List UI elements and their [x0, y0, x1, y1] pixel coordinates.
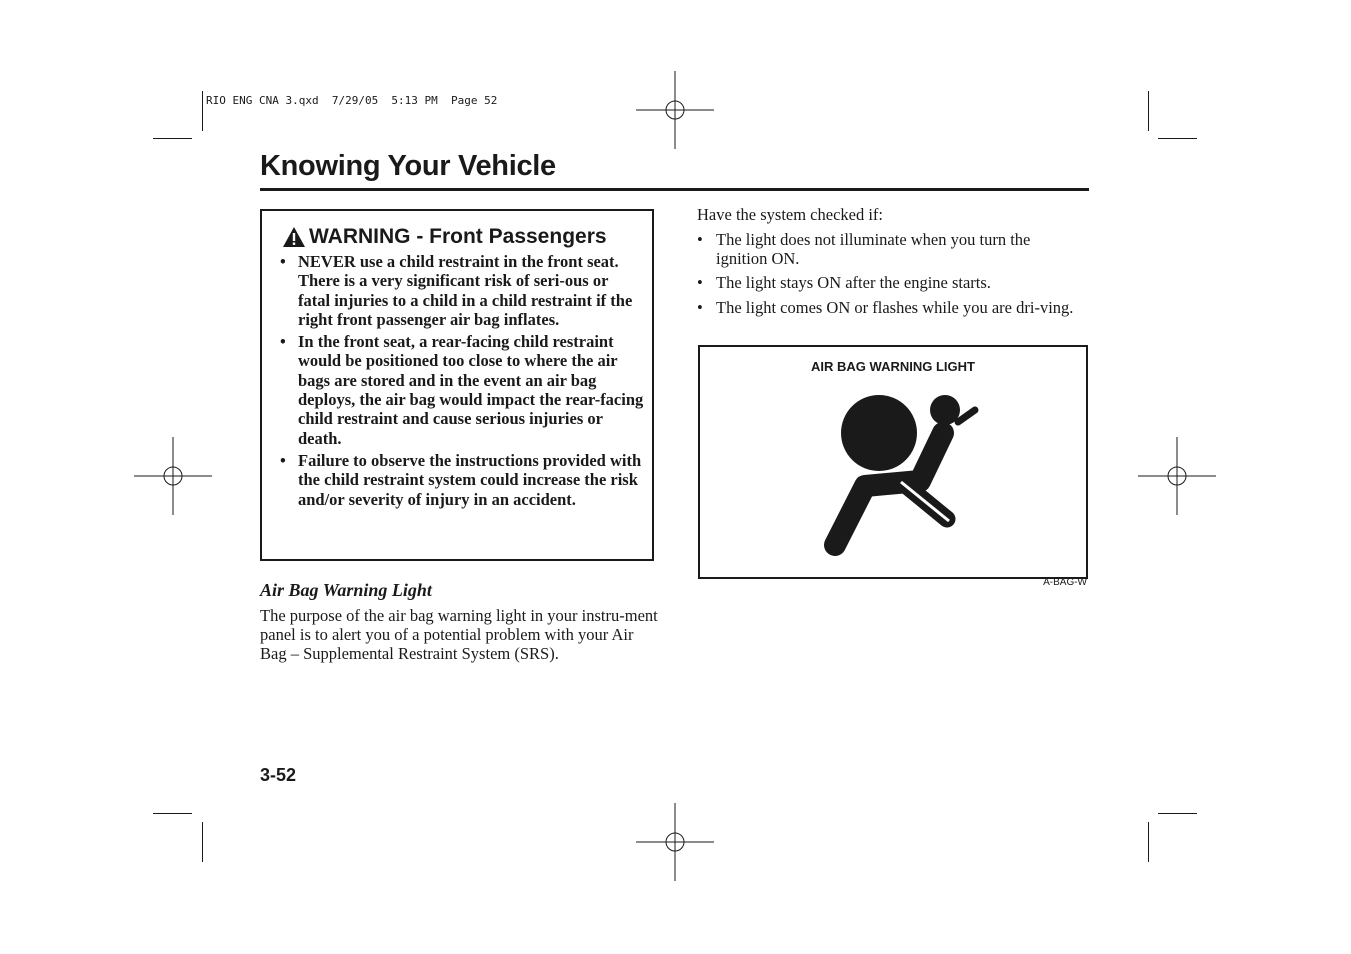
registration-mark-icon: [636, 71, 714, 149]
check-item: • The light comes ON or flashes while you are dri-ving.: [697, 298, 1077, 317]
figure-box: [698, 345, 1088, 579]
section-paragraph: The purpose of the air bag warning light in your instru-ment panel is to alert you of a potential problem with your Air Bag – Supplemental Restraint System (SRS).: [260, 606, 658, 664]
check-list: [697, 230, 1077, 322]
warning-list: [278, 252, 644, 512]
warning-heading: [282, 225, 607, 249]
warning-title: WARNING - Front Passengers: [309, 225, 607, 248]
warning-item: • Failure to observe the instructions provided with the child restraint system could increase the risk and/or severity of injury in an accident.: [278, 451, 644, 509]
warning-triangle-icon: [282, 226, 306, 248]
warning-item: • In the front seat, a rear-facing child restraint would be positioned too close to where the air bags are stored and in the event an air bag deploys, the air bag would impact the rear-facing child restraint and cause serious injuries or death.: [278, 332, 644, 448]
check-intro: Have the system checked if:: [697, 205, 884, 224]
figure-title: AIR BAG WARNING LIGHT: [811, 359, 975, 374]
figure-code: A-BAG-W: [1043, 577, 1087, 588]
registration-mark-icon: [1138, 437, 1216, 515]
registration-mark-icon: [636, 803, 714, 881]
registration-mark-icon: [134, 437, 212, 515]
warning-box: [260, 209, 654, 561]
page-number: 3-52: [260, 765, 297, 785]
header-rule: [260, 188, 1089, 191]
page-title: Knowing Your Vehicle: [260, 150, 556, 182]
airbag-seated-person-icon: [818, 391, 988, 561]
check-item: • The light does not illuminate when you turn the ignition ON.: [697, 230, 1077, 268]
section-heading: Air Bag Warning Light: [260, 580, 432, 600]
print-slug: RIO ENG CNA 3.qxd 7/29/05 5:13 PM Page 52: [206, 94, 498, 107]
warning-item: • NEVER use a child restraint in the front seat. There is a very significant risk of seri-ous or fatal injuries to a child in a child restraint if the right front passenger air bag inflates.: [278, 252, 644, 329]
check-item: • The light stays ON after the engine starts.: [697, 273, 1077, 292]
